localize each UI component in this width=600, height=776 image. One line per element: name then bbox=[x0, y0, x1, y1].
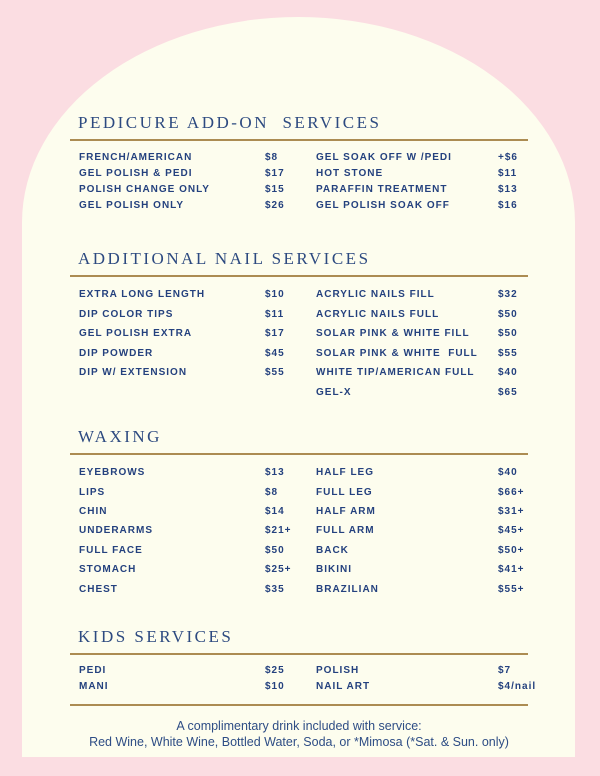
service-price: $40 bbox=[498, 367, 518, 379]
service-price: $55+ bbox=[498, 583, 525, 595]
section-title: PEDICURE ADD-ON SERVICES bbox=[78, 113, 382, 132]
service-label: HALF LEG bbox=[316, 467, 374, 479]
service-price: $7 bbox=[498, 665, 512, 677]
service-price: $25+ bbox=[265, 564, 292, 576]
service-price: +$6 bbox=[498, 151, 518, 163]
section-waxing bbox=[70, 426, 528, 599]
service-label: POLISH CHANGE ONLY bbox=[79, 183, 210, 195]
service-price: $17 bbox=[265, 328, 285, 340]
service-label: PARAFFIN TREATMENT bbox=[316, 183, 448, 195]
service-price: $11 bbox=[498, 167, 518, 179]
service-price: $8 bbox=[265, 486, 279, 498]
service-price: $10 bbox=[265, 289, 285, 301]
service-label: ACRYLIC NAILS FULL bbox=[316, 308, 440, 320]
section-title: WAXING bbox=[78, 427, 162, 446]
service-label: SOLAR PINK & WHITE FULL bbox=[316, 347, 478, 359]
service-label: BRAZILIAN bbox=[316, 583, 379, 595]
price-list bbox=[70, 663, 537, 695]
service-price: $26 bbox=[265, 199, 285, 211]
service-label: CHEST bbox=[79, 583, 118, 595]
service-label: NAIL ART bbox=[316, 681, 371, 693]
service-label: EYEBROWS bbox=[79, 467, 146, 479]
service-label: BACK bbox=[316, 544, 349, 556]
service-price: $15 bbox=[265, 183, 285, 195]
price-list bbox=[70, 463, 528, 599]
service-label: GEL POLISH SOAK OFF bbox=[316, 199, 450, 211]
section-divider bbox=[70, 139, 528, 141]
service-label: GEL POLISH EXTRA bbox=[79, 328, 193, 340]
service-label: FULL FACE bbox=[79, 544, 143, 556]
service-label: GEL-X bbox=[316, 386, 352, 398]
service-label: FRENCH/AMERICAN bbox=[79, 151, 193, 163]
service-label: FULL LEG bbox=[316, 486, 373, 498]
service-price: $35 bbox=[265, 583, 285, 595]
service-price: $14 bbox=[265, 505, 285, 517]
service-label: EXTRA LONG LENGTH bbox=[79, 289, 206, 301]
service-price: $13 bbox=[498, 183, 518, 195]
service-price: $40 bbox=[498, 467, 518, 479]
service-price: $45+ bbox=[498, 525, 525, 537]
service-label: HOT STONE bbox=[316, 167, 384, 179]
service-label: LIPS bbox=[79, 486, 106, 498]
service-label: SOLAR PINK & WHITE FILL bbox=[316, 328, 470, 340]
section-divider bbox=[70, 275, 528, 277]
service-price: $4/nail bbox=[498, 681, 537, 693]
section-divider bbox=[70, 453, 528, 455]
service-label: STOMACH bbox=[79, 564, 137, 576]
service-price: $25 bbox=[265, 665, 285, 677]
service-label: HALF ARM bbox=[316, 505, 376, 517]
service-label: PEDI bbox=[79, 665, 107, 677]
section-additional-nail bbox=[70, 248, 528, 402]
service-label: GEL POLISH ONLY bbox=[79, 199, 185, 211]
service-label: DIP W/ EXTENSION bbox=[79, 367, 188, 379]
service-price: $41+ bbox=[498, 564, 525, 576]
service-price: $31+ bbox=[498, 505, 525, 517]
service-label: BIKINI bbox=[316, 564, 352, 576]
section-divider-bottom bbox=[70, 704, 528, 706]
service-label: UNDERARMS bbox=[79, 525, 153, 537]
service-price: $50 bbox=[498, 308, 518, 320]
section-divider bbox=[70, 653, 528, 655]
service-label: FULL ARM bbox=[316, 525, 375, 537]
service-price: $45 bbox=[265, 347, 285, 359]
section-title: ADDITIONAL NAIL SERVICES bbox=[78, 249, 371, 268]
service-price: $21+ bbox=[265, 525, 292, 537]
service-price: $55 bbox=[498, 347, 518, 359]
service-label: DIP COLOR TIPS bbox=[79, 308, 174, 320]
service-label: DIP POWDER bbox=[79, 347, 154, 359]
service-label: ACRYLIC NAILS FILL bbox=[316, 289, 435, 301]
service-price: $32 bbox=[498, 289, 518, 301]
service-price: $16 bbox=[498, 199, 518, 211]
service-label: GEL SOAK OFF W /PEDI bbox=[316, 151, 452, 163]
service-price: $50 bbox=[265, 544, 285, 556]
price-list bbox=[70, 285, 528, 402]
service-label: WHITE TIP/AMERICAN FULL bbox=[316, 367, 475, 379]
service-price: $50 bbox=[498, 328, 518, 340]
menu-content bbox=[70, 0, 537, 750]
service-price: $65 bbox=[498, 386, 518, 398]
service-price: $55 bbox=[265, 367, 285, 379]
footer-line-1: A complimentary drink included with service: bbox=[176, 718, 422, 733]
footer-line-2: Red Wine, White Wine, Bottled Water, Soda, or *Mimosa (*Sat. & Sun. only) bbox=[89, 734, 509, 749]
service-price: $66+ bbox=[498, 486, 525, 498]
section-title: KIDS SERVICES bbox=[78, 626, 234, 646]
service-label: MANI bbox=[79, 681, 109, 693]
service-price: $10 bbox=[265, 681, 285, 693]
footer-note bbox=[70, 718, 528, 750]
service-price: $50+ bbox=[498, 544, 525, 556]
section-kids-services bbox=[70, 626, 537, 706]
service-price: $11 bbox=[265, 308, 285, 320]
service-label: CHIN bbox=[79, 505, 108, 517]
price-list bbox=[70, 149, 528, 213]
service-price: $8 bbox=[265, 151, 279, 163]
service-price: $17 bbox=[265, 167, 285, 179]
service-label: GEL POLISH & PEDI bbox=[79, 167, 193, 179]
section-pedicure-add-on bbox=[70, 112, 528, 213]
service-label: POLISH bbox=[316, 665, 360, 677]
service-price: $13 bbox=[265, 467, 285, 479]
